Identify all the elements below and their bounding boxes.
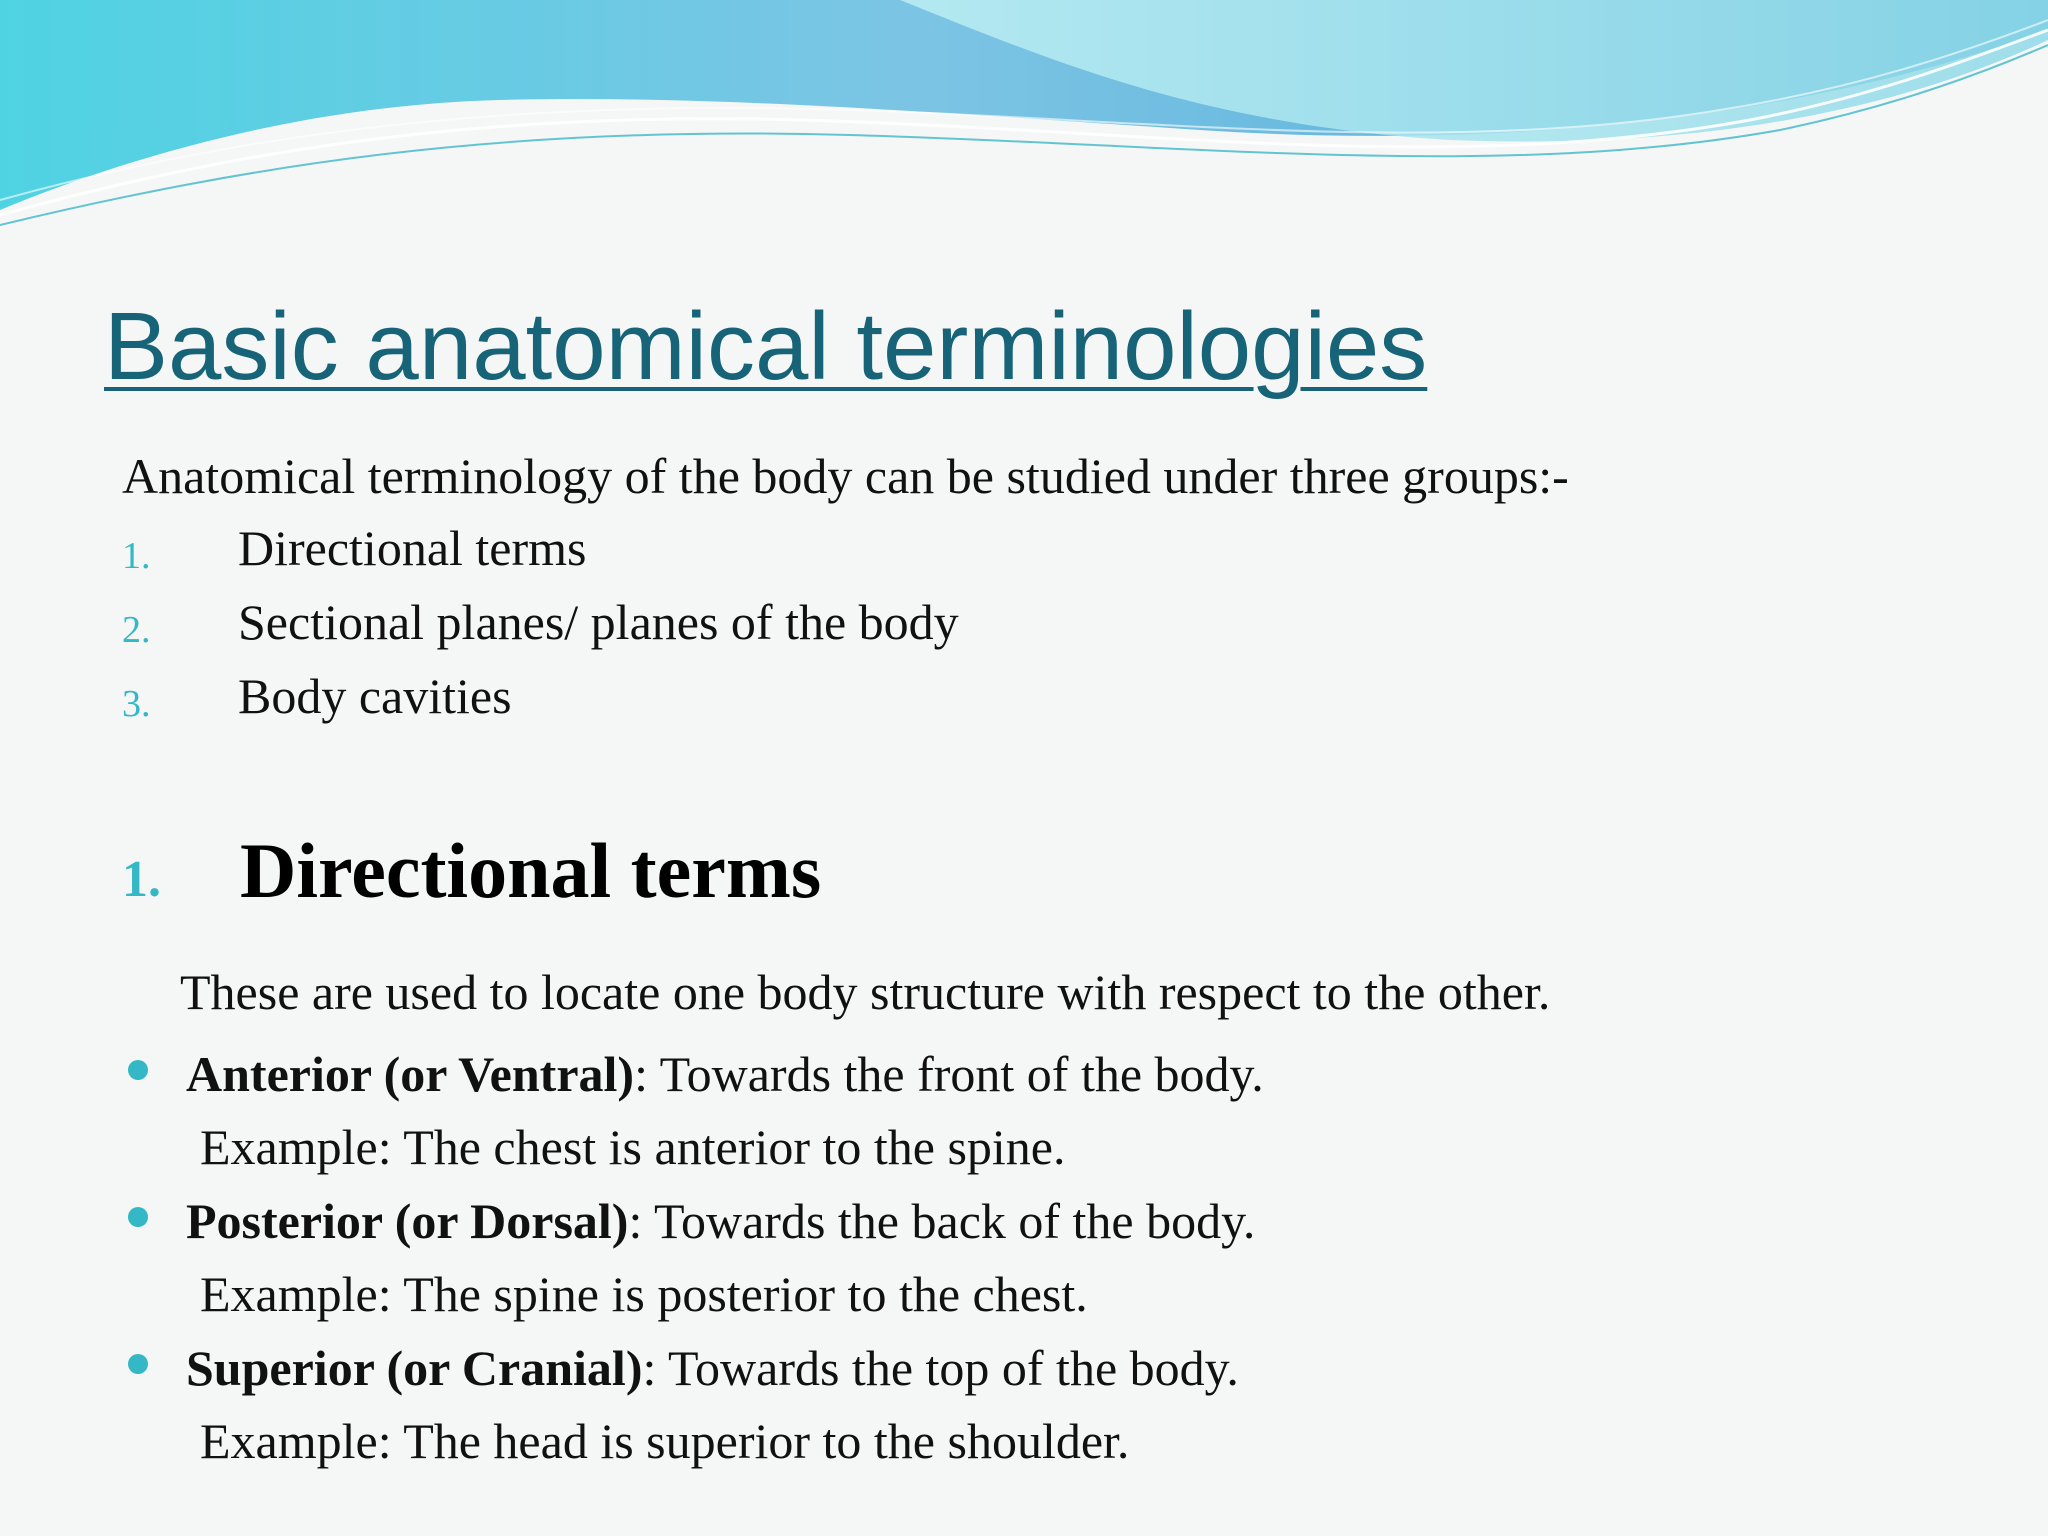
section-heading-text: Directional terms: [240, 827, 822, 914]
term-line: [186, 1044, 1264, 1104]
term-name: Anterior (or Ventral): [186, 1046, 635, 1102]
term-example: Example: The spine is posterior to the chest.: [200, 1266, 1088, 1322]
term-definition: : Towards the front of the body.: [634, 1046, 1264, 1102]
term-name: Posterior (or Dorsal): [186, 1193, 629, 1249]
term-definition: : Towards the top of the body.: [642, 1340, 1239, 1396]
term-line: [186, 1191, 1255, 1251]
term-definition: : Towards the back of the body.: [628, 1193, 1256, 1249]
term-example: Example: The head is superior to the shoulder.: [200, 1413, 1130, 1469]
list-number: 3.: [122, 683, 151, 725]
intro-text: Anatomical terminology of the body can be studied under three groups:-: [122, 448, 1569, 504]
bullet-dot-icon: [128, 1354, 148, 1374]
bullet-dot-icon: [128, 1207, 148, 1227]
term-line: [186, 1338, 1239, 1398]
slide-title: Basic anatomical terminologies: [104, 293, 1428, 400]
list-number: 1.: [122, 535, 151, 577]
list-number: 2.: [122, 609, 151, 651]
list-item-label: Body cavities: [238, 668, 512, 724]
term-example: Example: The chest is anterior to the spine.: [200, 1119, 1066, 1175]
header-wave-decoration: [0, 0, 2048, 240]
section-number: 1.: [122, 851, 161, 908]
term-name: Superior (or Cranial): [186, 1340, 643, 1396]
list-item-label: Directional terms: [238, 520, 587, 576]
list-item-label: Sectional planes/ planes of the body: [238, 594, 959, 650]
section-description: These are used to locate one body structure with respect to the other.: [180, 964, 1551, 1020]
bullet-dot-icon: [128, 1060, 148, 1080]
